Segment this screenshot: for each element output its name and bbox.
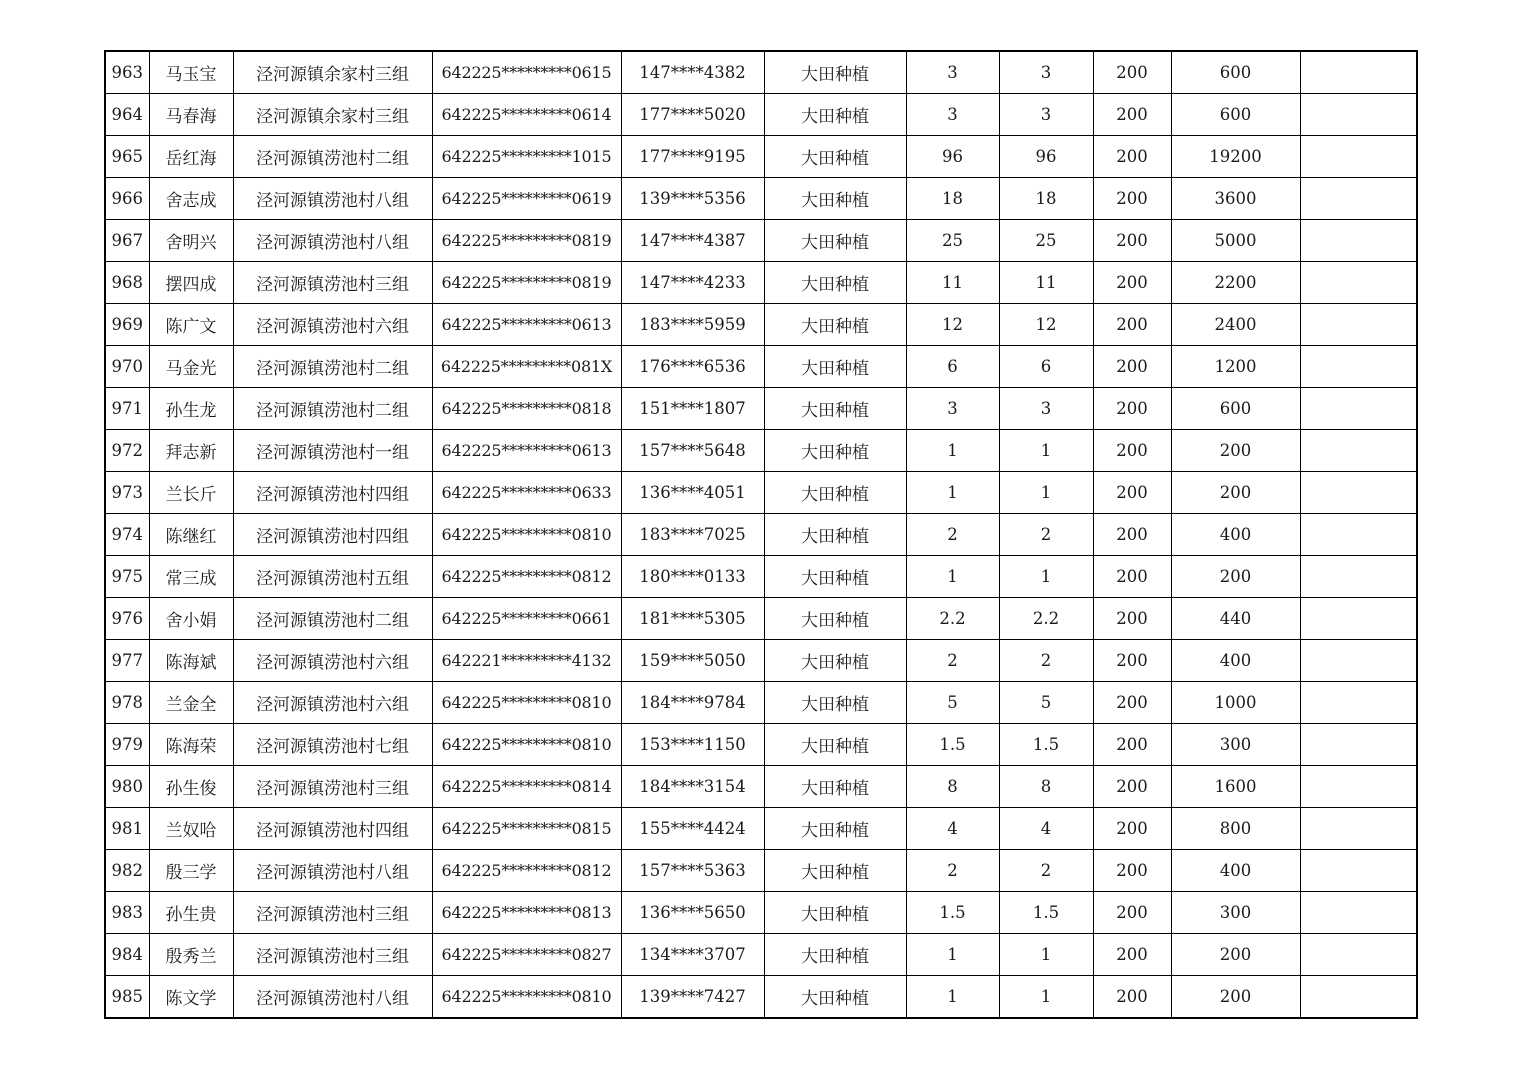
cell-address: 泾河源镇余家村三组 [233, 94, 432, 136]
cell-phone: 155****4424 [621, 808, 764, 850]
cell-address: 泾河源镇涝池村八组 [233, 850, 432, 892]
cell-category: 大田种植 [764, 766, 906, 808]
cell-name: 殷秀兰 [149, 934, 233, 976]
table-row [105, 304, 1417, 346]
cell-phone: 176****6536 [621, 346, 764, 388]
cell-area-b: 25 [999, 220, 1093, 262]
table-row [105, 51, 1417, 94]
cell-area-b: 1 [999, 934, 1093, 976]
cell-row-number: 976 [105, 598, 149, 640]
cell-area-a: 2 [906, 514, 999, 556]
cell-amount: 1200 [1171, 346, 1300, 388]
cell-rate: 200 [1093, 556, 1171, 598]
cell-remark [1300, 514, 1417, 556]
cell-id-number: 642221*********4132 [432, 640, 621, 682]
cell-phone: 180****0133 [621, 556, 764, 598]
cell-address: 泾河源镇涝池村三组 [233, 262, 432, 304]
table-row [105, 556, 1417, 598]
cell-category: 大田种植 [764, 472, 906, 514]
cell-row-number: 975 [105, 556, 149, 598]
cell-name: 陈继红 [149, 514, 233, 556]
cell-rate: 200 [1093, 598, 1171, 640]
table-body [105, 51, 1417, 1018]
cell-area-b: 1.5 [999, 724, 1093, 766]
cell-area-a: 1.5 [906, 892, 999, 934]
cell-id-number: 642225*********0633 [432, 472, 621, 514]
cell-name: 孙生贵 [149, 892, 233, 934]
cell-name: 拜志新 [149, 430, 233, 472]
cell-amount: 800 [1171, 808, 1300, 850]
cell-category: 大田种植 [764, 430, 906, 472]
cell-row-number: 972 [105, 430, 149, 472]
table-row [105, 934, 1417, 976]
cell-id-number: 642225*********0615 [432, 51, 621, 94]
cell-phone: 177****9195 [621, 136, 764, 178]
cell-phone: 153****1150 [621, 724, 764, 766]
cell-amount: 400 [1171, 514, 1300, 556]
cell-rate: 200 [1093, 808, 1171, 850]
cell-rate: 200 [1093, 514, 1171, 556]
cell-phone: 134****3707 [621, 934, 764, 976]
cell-category: 大田种植 [764, 808, 906, 850]
cell-id-number: 642225*********0613 [432, 304, 621, 346]
cell-id-number: 642225*********0827 [432, 934, 621, 976]
cell-remark [1300, 262, 1417, 304]
cell-rate: 200 [1093, 346, 1171, 388]
cell-phone: 177****5020 [621, 94, 764, 136]
table-row [105, 262, 1417, 304]
cell-amount: 200 [1171, 430, 1300, 472]
cell-area-b: 1 [999, 976, 1093, 1019]
cell-name: 舍明兴 [149, 220, 233, 262]
cell-name: 常三成 [149, 556, 233, 598]
cell-remark [1300, 724, 1417, 766]
cell-id-number: 642225*********0812 [432, 850, 621, 892]
cell-area-a: 1 [906, 556, 999, 598]
cell-id-number: 642225*********081X [432, 346, 621, 388]
cell-address: 泾河源镇涝池村八组 [233, 976, 432, 1019]
cell-id-number: 642225*********1015 [432, 136, 621, 178]
cell-area-a: 8 [906, 766, 999, 808]
cell-remark [1300, 850, 1417, 892]
cell-area-a: 6 [906, 346, 999, 388]
table-row [105, 94, 1417, 136]
cell-area-b: 96 [999, 136, 1093, 178]
cell-category: 大田种植 [764, 94, 906, 136]
cell-remark [1300, 766, 1417, 808]
cell-row-number: 969 [105, 304, 149, 346]
cell-address: 泾河源镇涝池村三组 [233, 766, 432, 808]
cell-id-number: 642225*********0810 [432, 682, 621, 724]
table-row [105, 430, 1417, 472]
cell-rate: 200 [1093, 304, 1171, 346]
cell-amount: 400 [1171, 640, 1300, 682]
cell-area-b: 1.5 [999, 892, 1093, 934]
cell-area-a: 12 [906, 304, 999, 346]
cell-id-number: 642225*********0818 [432, 388, 621, 430]
cell-name: 陈海荣 [149, 724, 233, 766]
cell-phone: 181****5305 [621, 598, 764, 640]
cell-amount: 200 [1171, 976, 1300, 1019]
cell-area-b: 1 [999, 472, 1093, 514]
cell-name: 陈海斌 [149, 640, 233, 682]
cell-address: 泾河源镇涝池村六组 [233, 682, 432, 724]
cell-area-a: 25 [906, 220, 999, 262]
cell-remark [1300, 136, 1417, 178]
cell-name: 孙生龙 [149, 388, 233, 430]
cell-category: 大田种植 [764, 682, 906, 724]
cell-row-number: 978 [105, 682, 149, 724]
cell-phone: 136****4051 [621, 472, 764, 514]
cell-rate: 200 [1093, 892, 1171, 934]
cell-phone: 151****1807 [621, 388, 764, 430]
cell-row-number: 977 [105, 640, 149, 682]
cell-row-number: 982 [105, 850, 149, 892]
cell-remark [1300, 598, 1417, 640]
cell-remark [1300, 556, 1417, 598]
table-row [105, 346, 1417, 388]
cell-phone: 139****7427 [621, 976, 764, 1019]
cell-address: 泾河源镇涝池村四组 [233, 472, 432, 514]
table-row [105, 598, 1417, 640]
cell-category: 大田种植 [764, 220, 906, 262]
cell-area-b: 2 [999, 850, 1093, 892]
cell-address: 泾河源镇涝池村三组 [233, 934, 432, 976]
table-row [105, 724, 1417, 766]
cell-amount: 300 [1171, 724, 1300, 766]
cell-amount: 200 [1171, 472, 1300, 514]
cell-category: 大田种植 [764, 178, 906, 220]
cell-rate: 200 [1093, 430, 1171, 472]
cell-phone: 183****7025 [621, 514, 764, 556]
cell-remark [1300, 220, 1417, 262]
cell-area-a: 1 [906, 430, 999, 472]
cell-area-a: 5 [906, 682, 999, 724]
cell-amount: 19200 [1171, 136, 1300, 178]
cell-category: 大田种植 [764, 556, 906, 598]
cell-amount: 1600 [1171, 766, 1300, 808]
cell-row-number: 974 [105, 514, 149, 556]
cell-row-number: 964 [105, 94, 149, 136]
cell-remark [1300, 304, 1417, 346]
cell-area-b: 11 [999, 262, 1093, 304]
cell-phone: 147****4387 [621, 220, 764, 262]
cell-category: 大田种植 [764, 850, 906, 892]
cell-phone: 147****4382 [621, 51, 764, 94]
cell-row-number: 985 [105, 976, 149, 1019]
cell-id-number: 642225*********0614 [432, 94, 621, 136]
cell-area-a: 1 [906, 934, 999, 976]
cell-phone: 136****5650 [621, 892, 764, 934]
cell-name: 孙生俊 [149, 766, 233, 808]
cell-area-b: 5 [999, 682, 1093, 724]
cell-id-number: 642225*********0810 [432, 514, 621, 556]
cell-rate: 200 [1093, 766, 1171, 808]
cell-phone: 184****9784 [621, 682, 764, 724]
cell-rate: 200 [1093, 388, 1171, 430]
cell-rate: 200 [1093, 934, 1171, 976]
cell-area-a: 18 [906, 178, 999, 220]
cell-id-number: 642225*********0619 [432, 178, 621, 220]
cell-rate: 200 [1093, 262, 1171, 304]
cell-name: 兰奴哈 [149, 808, 233, 850]
table-row [105, 682, 1417, 724]
table-row [105, 808, 1417, 850]
cell-name: 岳红海 [149, 136, 233, 178]
cell-row-number: 983 [105, 892, 149, 934]
cell-category: 大田种植 [764, 262, 906, 304]
cell-area-b: 8 [999, 766, 1093, 808]
cell-remark [1300, 388, 1417, 430]
cell-category: 大田种植 [764, 934, 906, 976]
cell-row-number: 984 [105, 934, 149, 976]
cell-remark [1300, 640, 1417, 682]
cell-category: 大田种植 [764, 136, 906, 178]
cell-row-number: 979 [105, 724, 149, 766]
table-row [105, 892, 1417, 934]
cell-address: 泾河源镇涝池村四组 [233, 514, 432, 556]
cell-area-b: 6 [999, 346, 1093, 388]
cell-amount: 2200 [1171, 262, 1300, 304]
cell-rate: 200 [1093, 976, 1171, 1019]
cell-area-a: 2 [906, 850, 999, 892]
cell-phone: 183****5959 [621, 304, 764, 346]
cell-area-b: 3 [999, 94, 1093, 136]
cell-phone: 184****3154 [621, 766, 764, 808]
cell-category: 大田种植 [764, 640, 906, 682]
cell-address: 泾河源镇涝池村二组 [233, 136, 432, 178]
cell-address: 泾河源镇涝池村二组 [233, 388, 432, 430]
cell-row-number: 967 [105, 220, 149, 262]
cell-row-number: 965 [105, 136, 149, 178]
table-row [105, 976, 1417, 1019]
cell-area-a: 2 [906, 640, 999, 682]
cell-name: 兰长斤 [149, 472, 233, 514]
cell-address: 泾河源镇涝池村七组 [233, 724, 432, 766]
cell-phone: 157****5648 [621, 430, 764, 472]
cell-area-a: 3 [906, 51, 999, 94]
cell-row-number: 971 [105, 388, 149, 430]
cell-remark [1300, 94, 1417, 136]
table-row [105, 850, 1417, 892]
table-row [105, 178, 1417, 220]
cell-rate: 200 [1093, 724, 1171, 766]
cell-amount: 300 [1171, 892, 1300, 934]
cell-address: 泾河源镇涝池村二组 [233, 346, 432, 388]
cell-id-number: 642225*********0815 [432, 808, 621, 850]
cell-address: 泾河源镇涝池村六组 [233, 640, 432, 682]
cell-rate: 200 [1093, 178, 1171, 220]
cell-amount: 5000 [1171, 220, 1300, 262]
cell-rate: 200 [1093, 850, 1171, 892]
cell-area-b: 3 [999, 388, 1093, 430]
cell-address: 泾河源镇涝池村六组 [233, 304, 432, 346]
cell-id-number: 642225*********0661 [432, 598, 621, 640]
cell-rate: 200 [1093, 640, 1171, 682]
cell-row-number: 966 [105, 178, 149, 220]
table-row [105, 388, 1417, 430]
cell-name: 舍志成 [149, 178, 233, 220]
cell-row-number: 963 [105, 51, 149, 94]
cell-address: 泾河源镇涝池村三组 [233, 892, 432, 934]
cell-phone: 159****5050 [621, 640, 764, 682]
cell-area-b: 1 [999, 556, 1093, 598]
cell-row-number: 980 [105, 766, 149, 808]
cell-category: 大田种植 [764, 51, 906, 94]
cell-rate: 200 [1093, 136, 1171, 178]
cell-amount: 440 [1171, 598, 1300, 640]
cell-remark [1300, 472, 1417, 514]
cell-remark [1300, 178, 1417, 220]
cell-category: 大田种植 [764, 388, 906, 430]
cell-amount: 600 [1171, 94, 1300, 136]
table-row [105, 514, 1417, 556]
cell-amount: 2400 [1171, 304, 1300, 346]
cell-rate: 200 [1093, 682, 1171, 724]
cell-remark [1300, 682, 1417, 724]
cell-area-b: 3 [999, 51, 1093, 94]
cell-address: 泾河源镇涝池村八组 [233, 220, 432, 262]
cell-area-b: 1 [999, 430, 1093, 472]
cell-id-number: 642225*********0613 [432, 430, 621, 472]
cell-address: 泾河源镇涝池村八组 [233, 178, 432, 220]
subsidy-roster-table [104, 50, 1418, 1019]
cell-rate: 200 [1093, 472, 1171, 514]
cell-name: 陈文学 [149, 976, 233, 1019]
cell-remark [1300, 808, 1417, 850]
table-row [105, 640, 1417, 682]
cell-category: 大田种植 [764, 598, 906, 640]
cell-row-number: 981 [105, 808, 149, 850]
table-row [105, 472, 1417, 514]
cell-remark [1300, 430, 1417, 472]
cell-id-number: 642225*********0810 [432, 724, 621, 766]
cell-remark [1300, 51, 1417, 94]
cell-row-number: 968 [105, 262, 149, 304]
cell-area-a: 1 [906, 472, 999, 514]
cell-id-number: 642225*********0819 [432, 220, 621, 262]
cell-area-b: 2.2 [999, 598, 1093, 640]
cell-address: 泾河源镇涝池村五组 [233, 556, 432, 598]
cell-area-a: 11 [906, 262, 999, 304]
cell-area-b: 12 [999, 304, 1093, 346]
cell-name: 马春海 [149, 94, 233, 136]
cell-amount: 3600 [1171, 178, 1300, 220]
cell-category: 大田种植 [764, 724, 906, 766]
cell-address: 泾河源镇涝池村一组 [233, 430, 432, 472]
table-row [105, 220, 1417, 262]
cell-name: 舍小娟 [149, 598, 233, 640]
cell-category: 大田种植 [764, 346, 906, 388]
cell-address: 泾河源镇涝池村四组 [233, 808, 432, 850]
cell-rate: 200 [1093, 220, 1171, 262]
cell-amount: 200 [1171, 934, 1300, 976]
cell-area-a: 4 [906, 808, 999, 850]
cell-category: 大田种植 [764, 514, 906, 556]
cell-id-number: 642225*********0819 [432, 262, 621, 304]
cell-amount: 1000 [1171, 682, 1300, 724]
cell-phone: 139****5356 [621, 178, 764, 220]
table-row [105, 766, 1417, 808]
cell-phone: 157****5363 [621, 850, 764, 892]
cell-category: 大田种植 [764, 892, 906, 934]
cell-id-number: 642225*********0813 [432, 892, 621, 934]
cell-phone: 147****4233 [621, 262, 764, 304]
cell-area-a: 1.5 [906, 724, 999, 766]
cell-area-b: 4 [999, 808, 1093, 850]
cell-area-a: 1 [906, 976, 999, 1019]
cell-area-b: 2 [999, 514, 1093, 556]
cell-area-a: 3 [906, 388, 999, 430]
cell-amount: 600 [1171, 51, 1300, 94]
cell-area-a: 96 [906, 136, 999, 178]
cell-area-a: 2.2 [906, 598, 999, 640]
cell-amount: 200 [1171, 556, 1300, 598]
cell-id-number: 642225*********0814 [432, 766, 621, 808]
cell-address: 泾河源镇余家村三组 [233, 51, 432, 94]
cell-row-number: 970 [105, 346, 149, 388]
cell-name: 马金光 [149, 346, 233, 388]
cell-category: 大田种植 [764, 976, 906, 1019]
table-row [105, 136, 1417, 178]
cell-amount: 400 [1171, 850, 1300, 892]
cell-name: 马玉宝 [149, 51, 233, 94]
cell-amount: 600 [1171, 388, 1300, 430]
cell-remark [1300, 976, 1417, 1019]
cell-area-b: 2 [999, 640, 1093, 682]
cell-name: 兰金全 [149, 682, 233, 724]
cell-name: 摆四成 [149, 262, 233, 304]
cell-area-b: 18 [999, 178, 1093, 220]
cell-row-number: 973 [105, 472, 149, 514]
cell-remark [1300, 934, 1417, 976]
cell-name: 殷三学 [149, 850, 233, 892]
cell-area-a: 3 [906, 94, 999, 136]
cell-rate: 200 [1093, 51, 1171, 94]
cell-category: 大田种植 [764, 304, 906, 346]
cell-id-number: 642225*********0810 [432, 976, 621, 1019]
cell-id-number: 642225*********0812 [432, 556, 621, 598]
cell-remark [1300, 346, 1417, 388]
cell-address: 泾河源镇涝池村二组 [233, 598, 432, 640]
cell-name: 陈广文 [149, 304, 233, 346]
cell-remark [1300, 892, 1417, 934]
cell-rate: 200 [1093, 94, 1171, 136]
